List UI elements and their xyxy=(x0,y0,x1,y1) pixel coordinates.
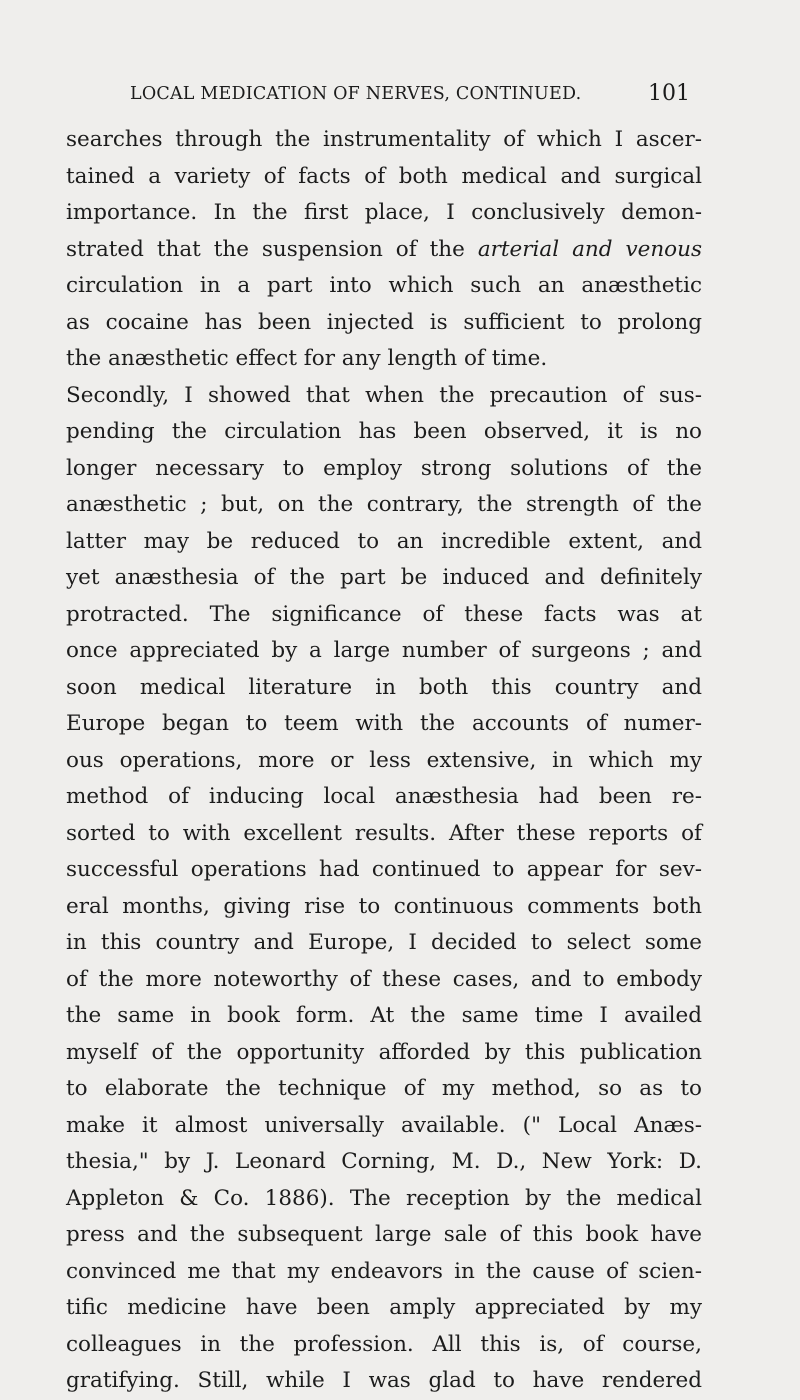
italic-phrase: arterial and venous xyxy=(477,236,702,262)
text-line: ous operations, more or less extensive, in which my xyxy=(66,747,702,773)
running-header xyxy=(130,81,690,114)
text-line: importance. In the first place, I conclusively demon- xyxy=(66,200,702,225)
text-line: Secondly, I showed that when the precaution of sus- xyxy=(66,382,702,408)
text-line-with-italic xyxy=(66,232,702,269)
text-line: latter may be reduced to an incredible extent, and xyxy=(66,528,702,554)
text-line: once appreciated by a large number of surgeons ; and xyxy=(66,638,702,663)
text-line: colleagues in the profession. All this is, of course, xyxy=(66,1331,702,1357)
body-text xyxy=(66,122,702,1400)
text-line: gratifying. Still, while I was glad to have rendered xyxy=(66,1368,702,1393)
text-line: eral months, giving rise to continuous comments both xyxy=(66,893,702,919)
text-line: pending the circulation has been observed, it is no xyxy=(66,419,702,444)
text-line: searches through the instrumentality of which I ascer- xyxy=(66,127,702,152)
text-line: the anæsthetic effect for any length of time. xyxy=(66,346,548,371)
text-line: circulation in a part into which such an anæsthetic xyxy=(66,273,702,298)
page-number: 101 xyxy=(648,81,690,106)
text-line: thesia," by J. Leonard Corning, M. D., New York: D. xyxy=(66,1149,702,1174)
text-line: the same in book form. At the same time I availed xyxy=(66,1003,702,1028)
text-line: to elaborate the technique of my method, so as to xyxy=(66,1076,702,1101)
text-line: tific medicine have been amply appreciated by my xyxy=(66,1295,702,1320)
text-line: successful operations had continued to appear for sev- xyxy=(66,857,702,882)
text-line: longer necessary to employ strong solutions of the xyxy=(66,455,702,481)
text-line: method of inducing local anæsthesia had been re- xyxy=(66,784,702,809)
text-line: soon medical literature in both this country and xyxy=(66,674,702,700)
text-line: make it almost universally available. (" Local Anæs- xyxy=(66,1112,702,1138)
text-line: tained a variety of facts of both medical and surgical xyxy=(66,163,702,189)
text-line: as cocaine has been injected is sufficient to prolong xyxy=(66,309,702,335)
text-line-start: strated that the suspension of the xyxy=(66,236,478,262)
text-line: Appleton & Co. 1886). The reception by the medical xyxy=(66,1185,702,1211)
text-line: protracted. The significance of these facts was at xyxy=(66,601,702,627)
running-title: LOCAL MEDICATION OF NERVES, CONTINUED. xyxy=(130,84,582,104)
text-line: anæsthetic ; but, on the contrary, the strength of the xyxy=(66,492,702,517)
text-line: press and the subsequent large sale of this book have xyxy=(66,1222,702,1247)
text-line: sorted to with excellent results. After these reports of xyxy=(66,820,702,846)
text-line: of the more noteworthy of these cases, and to embody xyxy=(66,966,702,992)
text-line: convinced me that my endeavors in the cause of scien- xyxy=(66,1258,702,1284)
text-line: myself of the opportunity afforded by this publication xyxy=(66,1039,702,1065)
text-line: in this country and Europe, I decided to select some xyxy=(66,930,702,955)
text-line: yet anæsthesia of the part be induced and definitely xyxy=(66,565,702,590)
text-line: Europe began to teem with the accounts of numer- xyxy=(66,711,702,736)
